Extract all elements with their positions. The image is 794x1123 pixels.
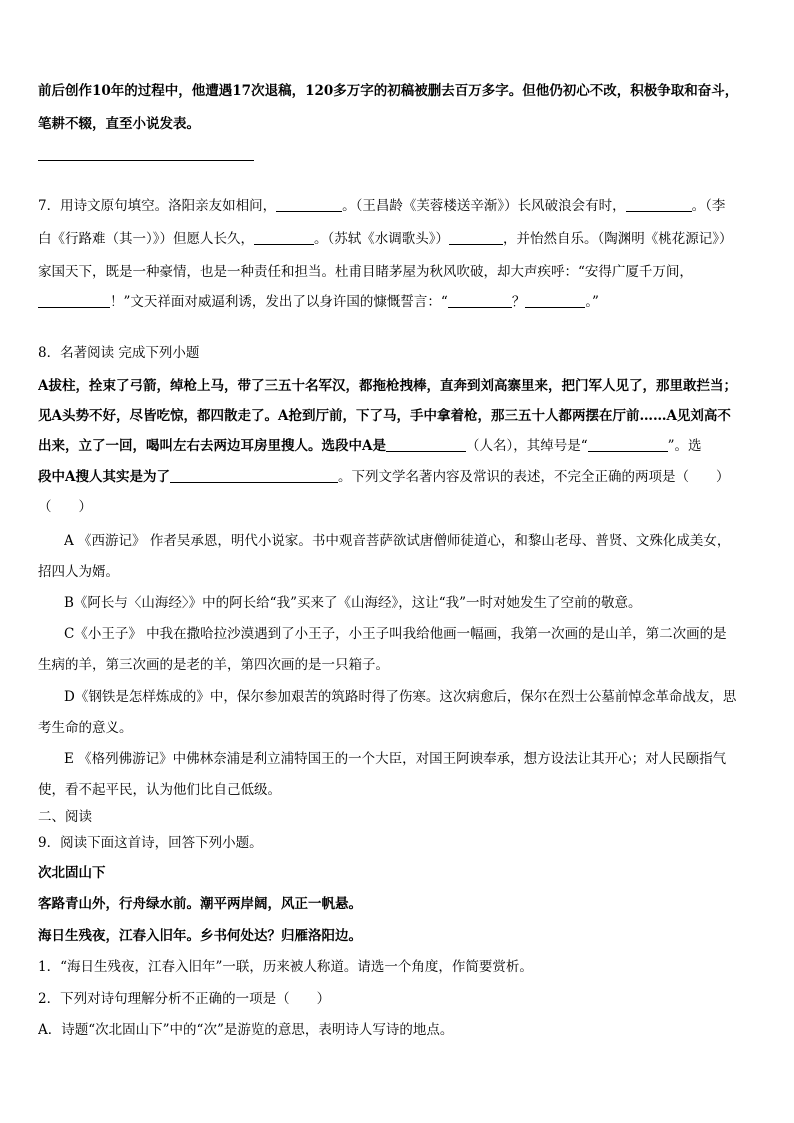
q9-title: 9．阅读下面这首诗，回答下列小题。 [38, 835, 263, 851]
q7-text: ，并怡然自乐。（陶渊明《桃花源记》） [503, 231, 733, 247]
q7-line-1 [38, 197, 758, 215]
q8-answer-paren: （ ） [38, 499, 92, 515]
q7-line-4 [38, 293, 758, 311]
q8-text: 段中A搜人其实是为了 [38, 469, 170, 485]
q7-text: 白《行路难（其一）》）但愿人长久， [38, 231, 254, 247]
q8-passage-2: 见A头势不好，尽皆吃惊，都四散走了。A抢到厅前，下了马，手中拿着枪，那三五十人都两摆在厅前……A见刘高不 [38, 408, 731, 424]
q7-text: 。” [585, 294, 599, 310]
blank-8[interactable] [386, 437, 466, 452]
q8-passage-4 [38, 468, 758, 486]
blank-9[interactable] [588, 437, 668, 452]
option-c-line-2: 生病的羊，第三次画的是老的羊，第四次画的是一只箱子。 [38, 657, 389, 673]
q8-text: （人名），其绰号是“ [465, 438, 588, 454]
poem-line-2: 海日生残夜，江春入旧年。乡书何处达？归雁洛阳边。 [38, 928, 362, 944]
q7-text: 7．用诗文原句填空。洛阳亲友如相问， [38, 198, 277, 214]
q7-line-2 [38, 230, 758, 248]
q9-sub-1: 1．“海日生残夜，江春入旧年”一联，历来被人称道。请选一个角度，作简要赏析。 [38, 959, 533, 975]
q8-text: 出来，立了一回，喝叫左右去两边耳房里搜人。选段中A是 [38, 438, 386, 454]
intro-line-1: 前后创作10年的过程中，他遭遇17次退稿，120多万字的初稿被删去百万多字。但他仍初心不改，积极争取和奋斗， [38, 83, 739, 99]
answer-line[interactable] [38, 160, 254, 161]
q7-text: 。（苏轼《水调歌头》） [314, 231, 449, 247]
option-a-line-2: 招四人为婿。 [38, 564, 119, 580]
q7-text: 。（王昌龄《芙蓉楼送辛渐》）长风破浪会有时， [342, 198, 626, 214]
option-c-line-1: C《小王子》 中我在撒哈拉沙漠遇到了小王子，小王子叫我给他画一幅画，我第一次画的是山羊，第二次画的是 [64, 626, 727, 642]
intro-line-2: 笔耕不辍，直至小说发表。 [38, 116, 200, 132]
blank-5[interactable] [38, 293, 110, 308]
q7-text: 。（李 [691, 198, 726, 214]
option-a-line-1: A 《西游记》 作者吴承恩，明代小说家。书中观音菩萨欲试唐僧师徒道心，和黎山老母、普贤、文殊化成美女， [64, 533, 731, 549]
option-d-line-2: 考生命的意义。 [38, 720, 133, 736]
poem-title: 次北固山下 [38, 865, 106, 881]
q8-title: 8．名著阅读 完成下列小题 [38, 345, 200, 361]
q8-text: ”。选 [667, 438, 702, 454]
q7-line-3: 家国天下，既是一种豪情，也是一种责任和担当。杜甫目睹茅屋为秋风吹破，却大声疾呼：“安得广厦千万间， [38, 264, 693, 280]
q8-passage-1: A拔柱，拴束了弓箭，绰枪上马，带了三五十名军汉，都拖枪拽棒，直奔到刘高寨里来，把门军人见了，那里敢拦当； [38, 378, 737, 394]
poem-line-1: 客路青山外，行舟绿水前。潮平两岸阔，风正一帆悬。 [38, 896, 362, 912]
blank-6[interactable] [448, 293, 512, 308]
q8-passage-3 [38, 437, 758, 455]
section-heading: 二、阅读 [38, 809, 92, 825]
blank-4[interactable] [449, 230, 503, 245]
blank-7[interactable] [525, 293, 585, 308]
q9-sub-2: 2．下列对诗句理解分析不正确的一项是（ ） [38, 991, 331, 1007]
option-e-line-1: E 《格列佛游记》中佛林奈浦是利立浦特国王的一个大臣，对国王阿谀奉承，想方设法让其开心；对人民颐指气 [64, 751, 727, 767]
q9-sub-2-option-a: A．诗题“次北固山下”中的“次”是游览的意思，表明诗人写诗的地点。 [38, 1022, 454, 1038]
option-d-line-1: D《钢铁是怎样炼成的》中，保尔参加艰苦的筑路时得了伤寒。这次病愈后，保尔在烈士公墓前悼念革命战友，思 [64, 689, 737, 705]
q7-text: ？ [511, 294, 526, 310]
blank-1[interactable] [276, 197, 342, 212]
blank-10[interactable] [170, 468, 338, 483]
blank-2[interactable] [626, 197, 692, 212]
option-b: B《阿长与〈山海经〉》中的阿长给“我”买来了《山海经》，这让“我”一时对她发生了空前的敬意。 [64, 595, 642, 611]
option-e-line-2: 使，看不起平民，认为他们比自己低级。 [38, 782, 281, 798]
q7-text: ！”文天祥面对威逼利诱，发出了以身许国的慷慨誓言：“ [110, 294, 448, 310]
q8-text: 。下列文学名著内容及常识的表述，不完全正确的两项是（ ） [337, 469, 730, 485]
blank-3[interactable] [254, 230, 314, 245]
